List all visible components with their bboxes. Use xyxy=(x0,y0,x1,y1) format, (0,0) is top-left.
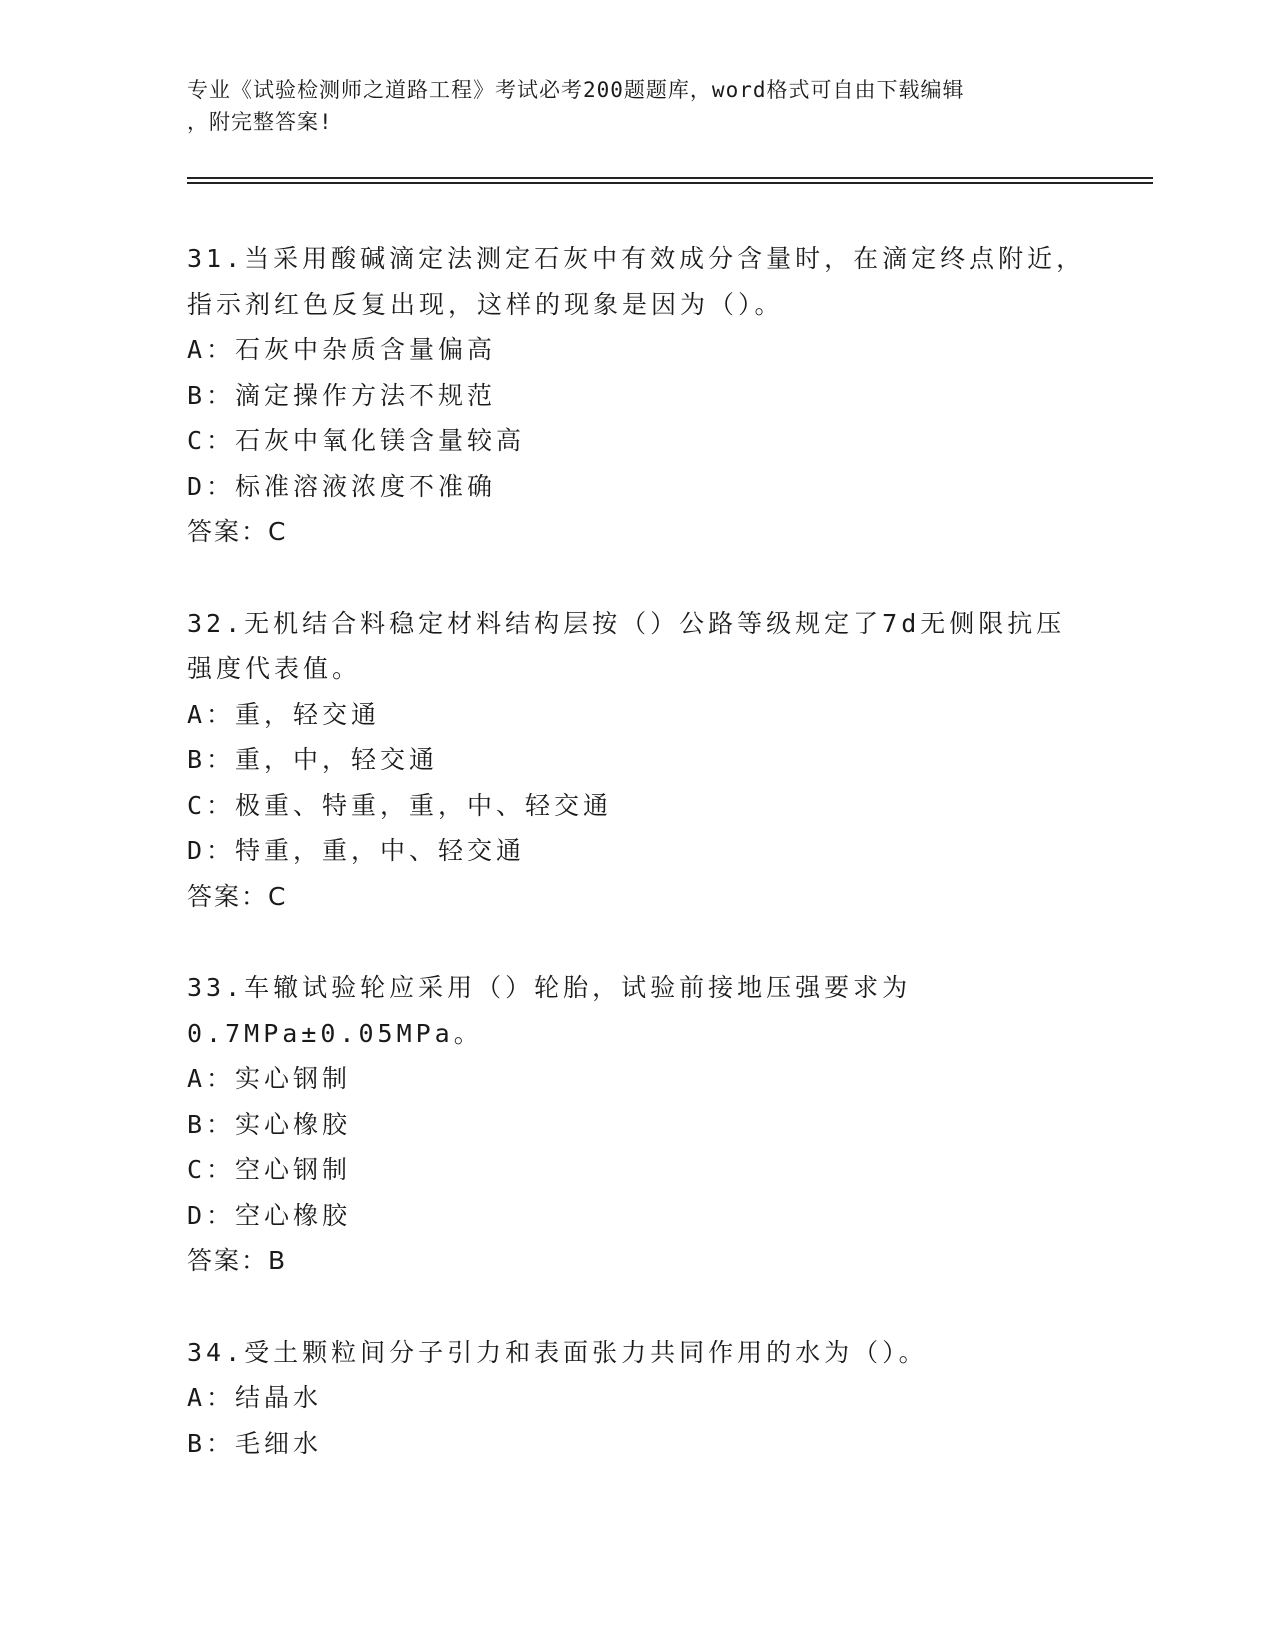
option-c: C：石灰中氧化镁含量较高 xyxy=(187,426,526,455)
option-b: B：毛细水 xyxy=(187,1428,323,1458)
document-header xyxy=(187,74,1067,138)
option-b: B：实心橡胶 xyxy=(187,1109,352,1139)
question-stem-line: 强度代表值。 xyxy=(187,654,362,683)
header-divider-bottom xyxy=(187,182,1153,184)
answer-line: 答案：B xyxy=(187,1246,288,1275)
question-stem-line: 0.7MPa±0.05MPa。 xyxy=(187,1018,483,1048)
question-stem xyxy=(187,965,1077,1056)
question-stem-line: 32.无机结合料稳定材料结构层按（）公路等级规定了7d无侧限抗压 xyxy=(187,608,1066,638)
header-line-1: 专业《试验检测师之道路工程》考试必考200题题库，word格式可自由下载编辑 xyxy=(187,78,965,102)
option-d: D：空心橡胶 xyxy=(187,1200,352,1230)
question-33 xyxy=(187,965,1087,1284)
option-b: B：滴定操作方法不规范 xyxy=(187,380,497,410)
option-c: C：空心钢制 xyxy=(187,1155,352,1184)
question-stem xyxy=(187,601,1077,692)
question-stem xyxy=(187,1330,1077,1376)
option-a: A：结晶水 xyxy=(187,1383,323,1412)
option-d: D：特重，重，中、轻交通 xyxy=(187,836,526,865)
option-d: D：标准溶液浓度不准确 xyxy=(187,471,497,501)
question-stem xyxy=(187,236,1086,327)
question-list xyxy=(187,236,1087,1512)
option-a: A：石灰中杂质含量偏高 xyxy=(187,335,497,364)
option-a: A：重，轻交通 xyxy=(187,699,381,729)
question-34 xyxy=(187,1330,1087,1467)
question-stem-line: 指示剂红色反复出现，这样的现象是因为（）。 xyxy=(187,289,784,319)
question-stem-line: 31.当采用酸碱滴定法测定石灰中有效成分含量时，在滴定终点附近， xyxy=(187,244,1086,273)
question-stem-line: 34.受土颗粒间分子引力和表面张力共同作用的水为（）。 xyxy=(187,1337,928,1367)
question-31 xyxy=(187,236,1087,555)
question-stem-line: 33.车辙试验轮应采用（）轮胎，试验前接地压强要求为 xyxy=(187,973,912,1002)
answer-line: 答案：C xyxy=(187,517,288,546)
question-32 xyxy=(187,601,1087,920)
option-a: A：实心钢制 xyxy=(187,1064,352,1093)
header-line-2: ，附完整答案! xyxy=(187,110,333,134)
header-divider-top xyxy=(187,177,1153,179)
answer-line: 答案：C xyxy=(187,881,288,911)
option-b: B：重，中，轻交通 xyxy=(187,745,439,774)
option-c: C：极重、特重，重，中、轻交通 xyxy=(187,790,613,820)
